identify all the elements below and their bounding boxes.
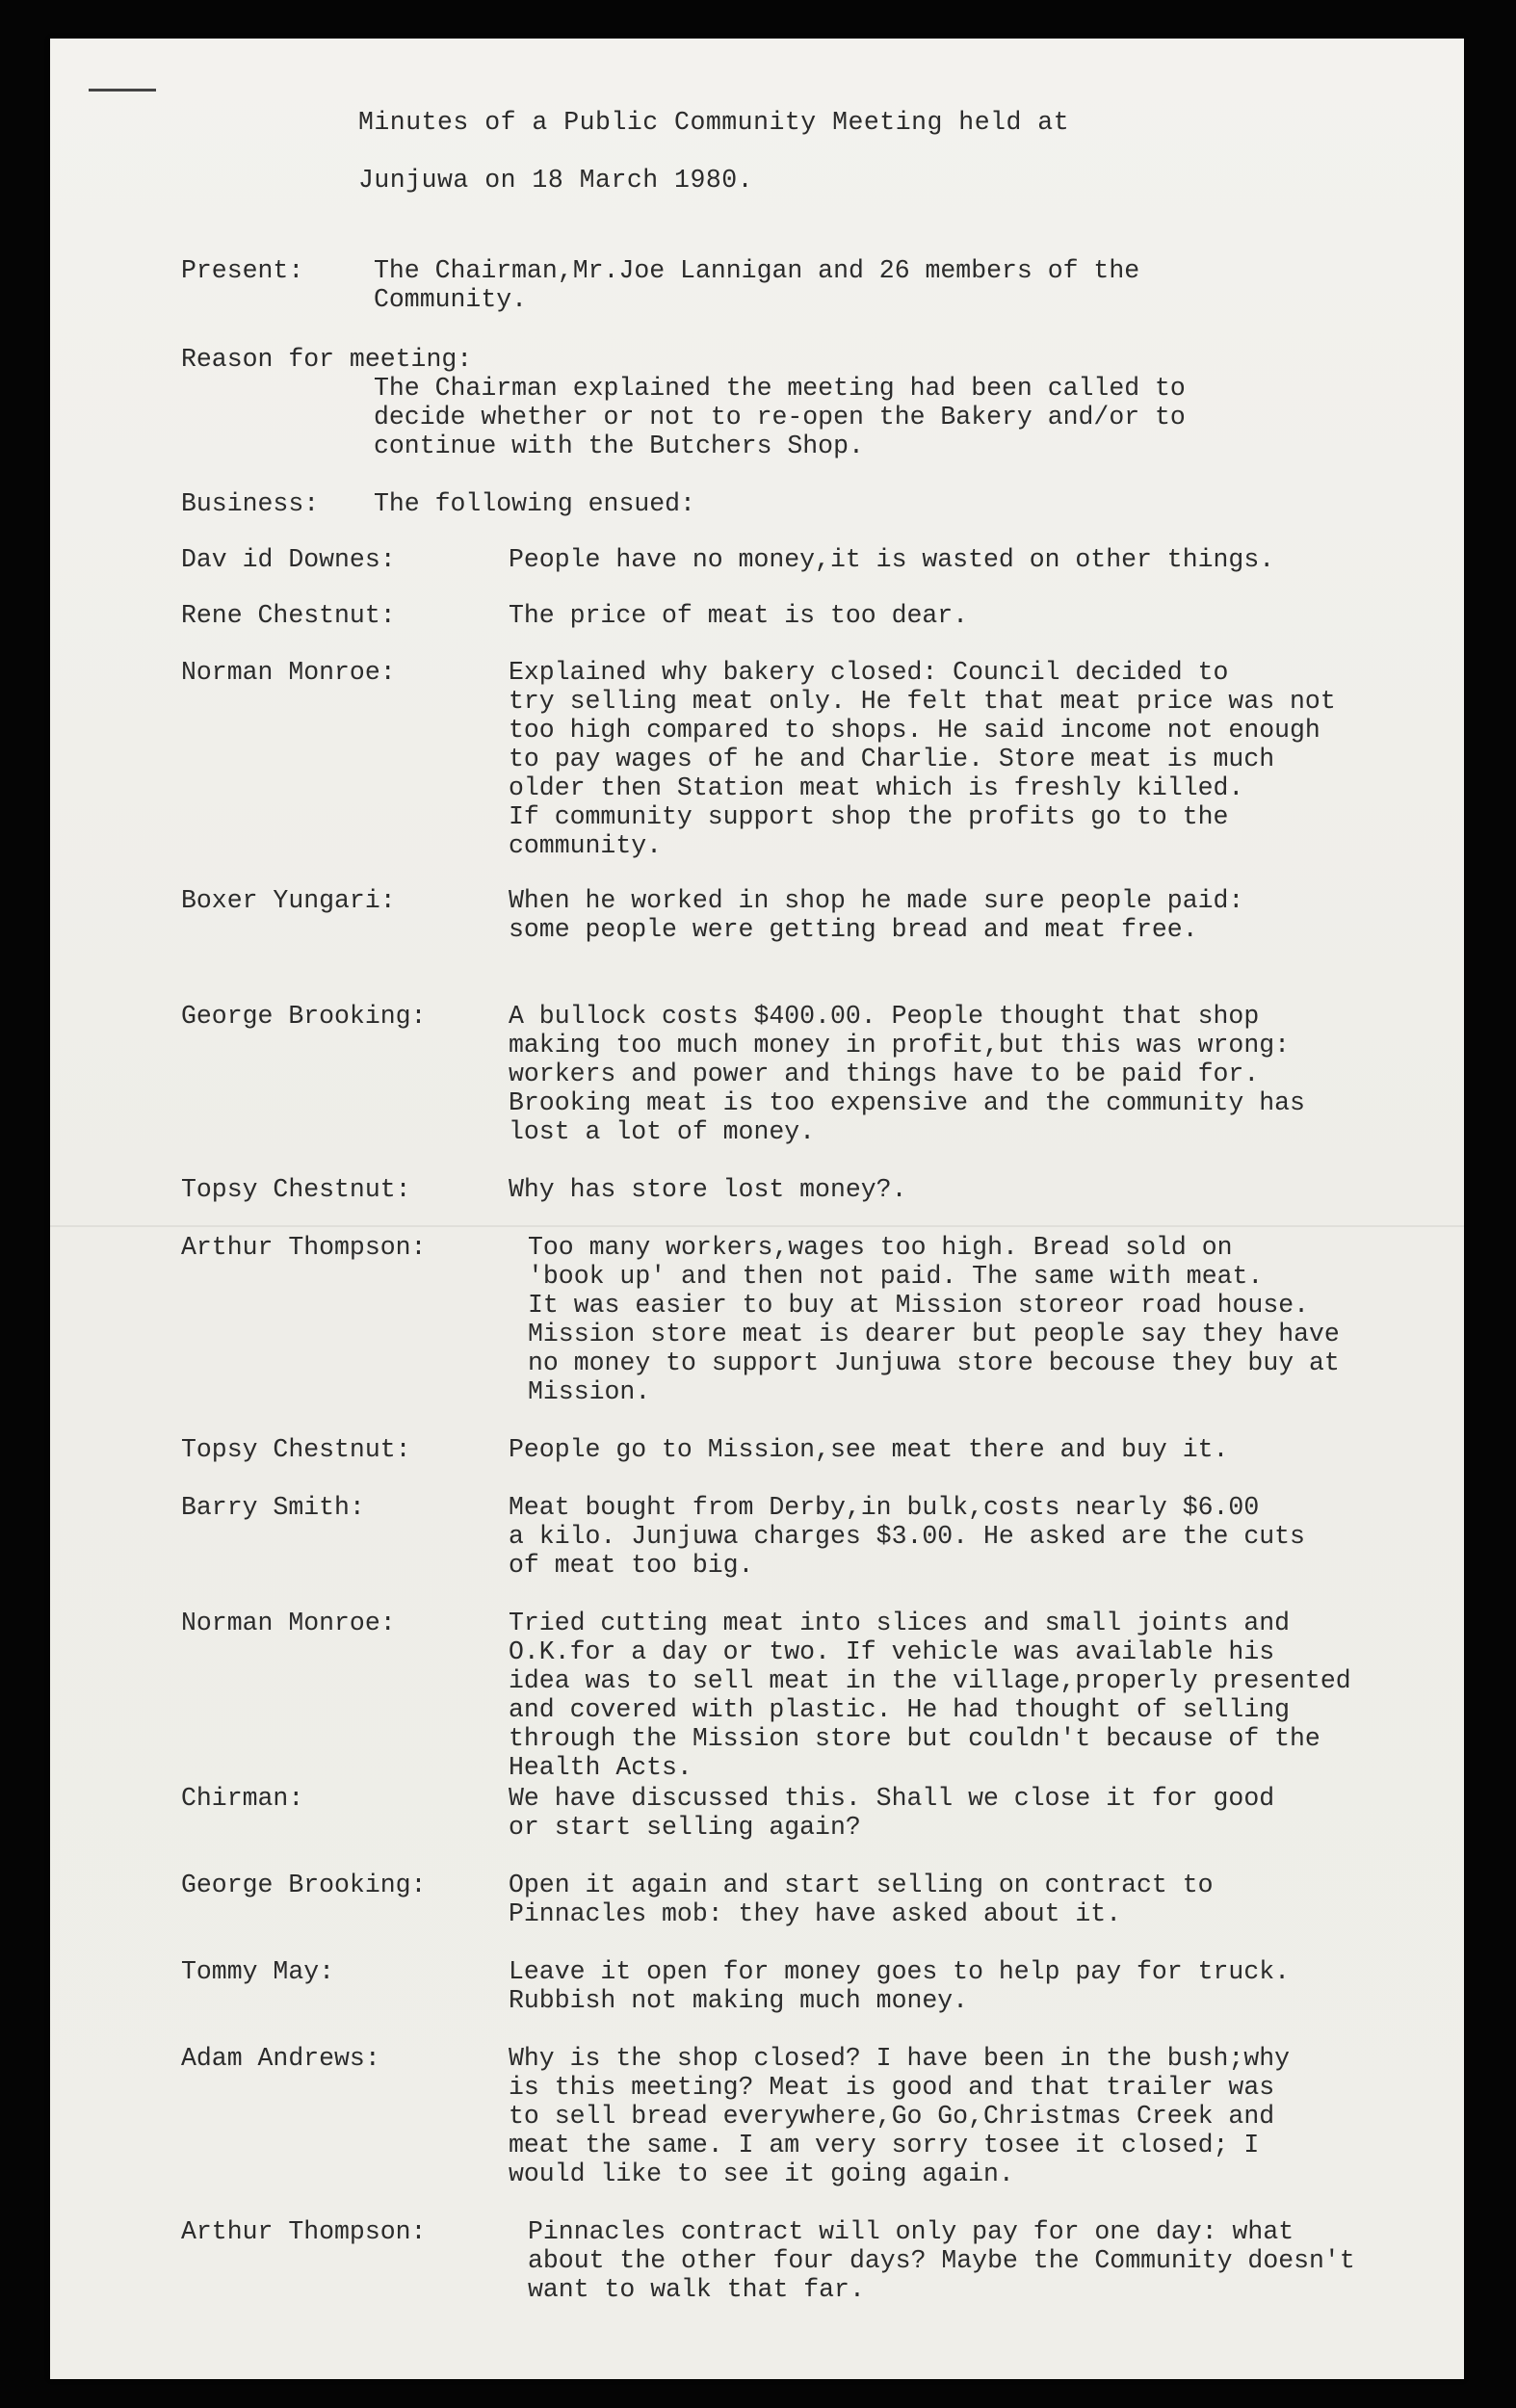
business-entry [181, 489, 1462, 518]
entry-speaker: George Brooking: [181, 1002, 427, 1031]
entry-text: Leave it open for money goes to help pay for truck. Rubbish not making much money. [509, 1957, 1291, 2015]
business-label: Business: [181, 489, 320, 518]
staple-mark [89, 89, 156, 92]
entry-speaker: Tommy May: [181, 1957, 335, 1986]
entry-text: Open it again and start selling on contract to Pinnacles mob: they have asked about it. [509, 1871, 1214, 1928]
entry-speaker: Adam Andrews: [181, 2044, 380, 2073]
title-line-2: Junjuwa on 18 March 1980. [358, 166, 754, 195]
minutes-entry [181, 658, 1462, 860]
minutes-entry [181, 1493, 1462, 1580]
present-text: The Chairman,Mr.Joe Lannigan and 26 members of the Community. [374, 256, 1140, 314]
minutes-entry [181, 1784, 1462, 1842]
entry-text: Tried cutting meat into slices and small joints and O.K.for a day or two. If vehicle was available his idea was to sell meat in the village,properly presented and covered with plastic. He had thought of selling through the Mission store but couldn't because of the Health Acts. [509, 1609, 1351, 1782]
entry-text: People go to Mission,see meat there and buy it. [509, 1435, 1229, 1464]
entry-speaker: Boxer Yungari: [181, 886, 396, 915]
entry-text: The price of meat is too dear. [509, 601, 969, 630]
entry-speaker: Topsy Chestnut: [181, 1435, 411, 1464]
reason-label: Reason for meeting: [181, 345, 473, 374]
minutes-entry [181, 2044, 1462, 2188]
entry-speaker: Dav id Downes: [181, 545, 396, 574]
minutes-entry [181, 601, 1462, 630]
present-label: Present: [181, 256, 304, 285]
minutes-entry [181, 2217, 1462, 2304]
minutes-entry [181, 1957, 1462, 2015]
entry-text: Meat bought from Derby,in bulk,costs nearly $6.00 a kilo. Junjuwa charges $3.00. He asked are the cuts of meat too big. [509, 1493, 1305, 1580]
entry-speaker: Chirman: [181, 1784, 304, 1813]
entry-text: Explained why bakery closed: Council decided to try selling meat only. He felt that meat price was not too high compared to shops. He said income not enough to pay wages of he and Charlie. Store meat is much older then Station meat which is freshly killed. If community support shop the profits go to the community. [509, 658, 1336, 860]
business-text: The following ensued: [374, 489, 695, 518]
minutes-entry [181, 1175, 1462, 1204]
entry-speaker: Barry Smith: [181, 1493, 365, 1522]
minutes-entry [181, 545, 1462, 574]
entry-text: When he worked in shop he made sure people paid: some people were getting bread and meat free. [509, 886, 1244, 944]
entry-text: People have no money,it is wasted on other things. [509, 545, 1275, 574]
entry-text: Why is the shop closed? I have been in the bush;why is this meeting? Meat is good and that trailer was to sell bread everywhere,Go Go,Christmas Creek and meat the same. I am very sorry tosee it closed; I would like to see it going again. [509, 2044, 1291, 2188]
entry-text: Why has store lost money?. [509, 1175, 907, 1204]
entry-speaker: Norman Monroe: [181, 1609, 396, 1637]
entry-speaker: Arthur Thompson: [181, 1233, 427, 1262]
entry-speaker: George Brooking: [181, 1871, 427, 1899]
entry-text: A bullock costs $400.00. People thought that shop making too much money in profit,but this was wrong: workers and power and things have to be paid for. Brooking meat is too expensive and the community has lost a lot of money. [509, 1002, 1305, 1146]
title-line-1: Minutes of a Public Community Meeting held at [358, 108, 1070, 137]
entry-text: Too many workers,wages too high. Bread sold on 'book up' and then not paid. The same with meat. It was easier to buy at Mission storeor road house. Mission store meat is dearer but people say they have no money to support Junjuwa store becouse they buy at Mission. [528, 1233, 1340, 1406]
minutes-entry [181, 886, 1462, 944]
entry-speaker: Topsy Chestnut: [181, 1175, 411, 1204]
reason-text: The Chairman explained the meeting had been called to decide whether or not to re-open the Bakery and/or to continue with the Butchers Shop. [374, 374, 1186, 460]
entry-text: Pinnacles contract will only pay for one day: what about the other four days? Maybe the Community doesn't want to walk that far. [528, 2217, 1355, 2304]
present-entry [181, 256, 1462, 314]
minutes-entry [181, 1871, 1462, 1928]
entry-speaker: Norman Monroe: [181, 658, 396, 687]
minutes-entry [181, 1233, 1462, 1406]
reason-entry [181, 345, 1462, 460]
entry-text: We have discussed this. Shall we close it for good or start selling again? [509, 1784, 1275, 1842]
minutes-entry [181, 1002, 1462, 1146]
minutes-entry [181, 1609, 1462, 1782]
document-page [50, 39, 1464, 2379]
entry-speaker: Rene Chestnut: [181, 601, 396, 630]
minutes-entry [181, 1435, 1462, 1464]
entry-speaker: Arthur Thompson: [181, 2217, 427, 2246]
